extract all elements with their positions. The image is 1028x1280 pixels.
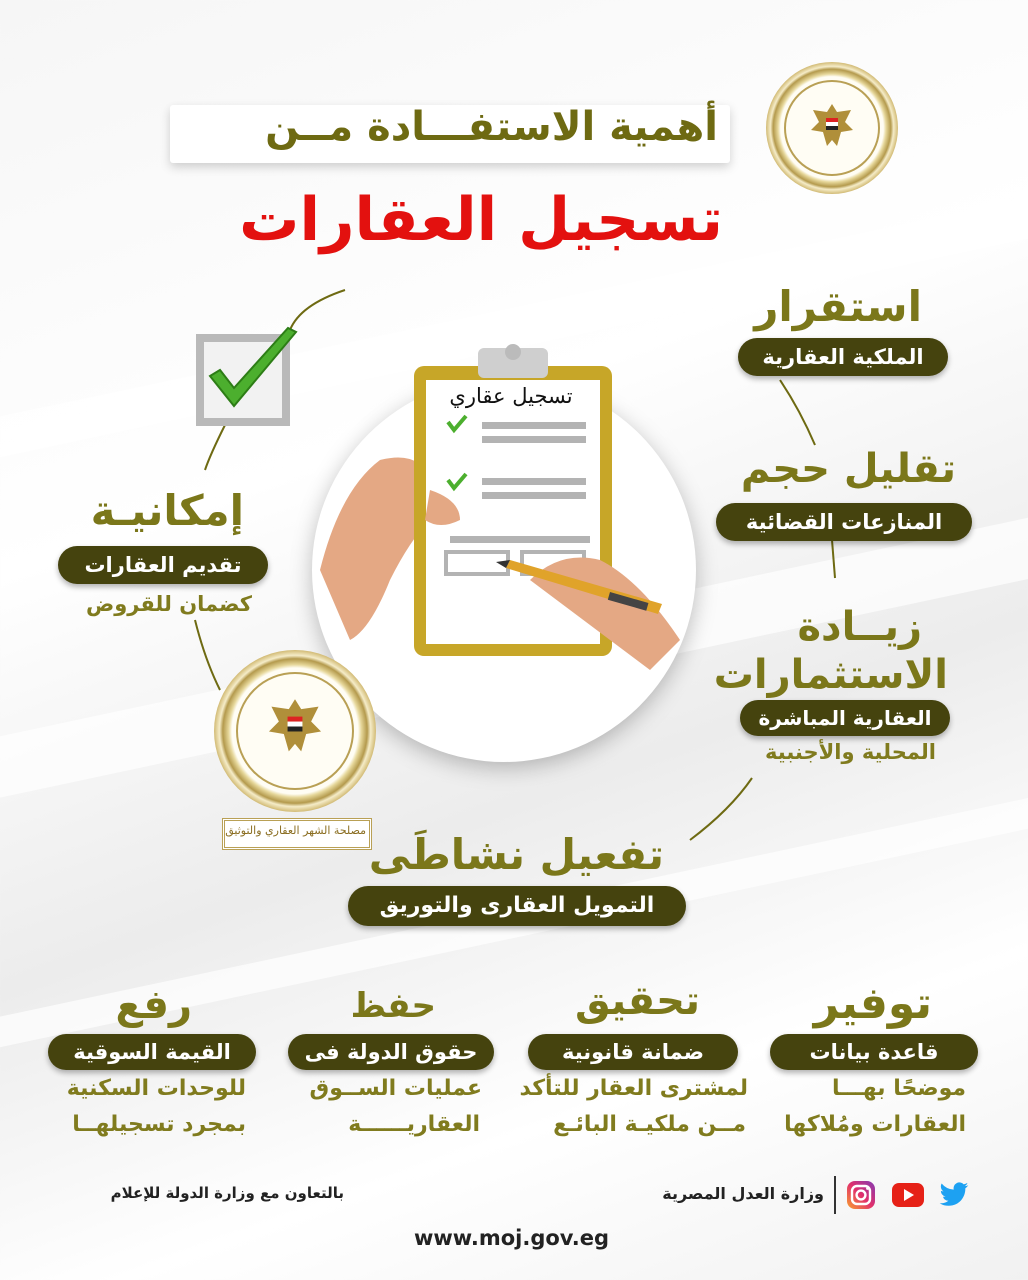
- item-achieve-pill: ضمانة قانونية: [528, 1034, 738, 1070]
- item-preserve-line1: عمليات الســوق: [309, 1076, 482, 1101]
- item-raise-title: رفع: [115, 982, 192, 1028]
- item-increase-sub: المحلية والأجنبية: [765, 740, 936, 764]
- item-reduce-pill: المنازعات القضائية: [716, 503, 972, 541]
- item-increase-pill: العقارية المباشرة: [740, 700, 950, 736]
- item-raise-pill: القيمة السوقية: [48, 1034, 256, 1070]
- item-provide-line1: موضحًا بهـــا: [831, 1076, 966, 1101]
- footer-website[interactable]: www.moj.gov.eg: [414, 1226, 610, 1250]
- item-possibility-pill: تقديم العقارات: [58, 546, 268, 584]
- item-achieve-title: تحقيق: [574, 978, 700, 1024]
- item-preserve-pill: حقوق الدولة فى: [288, 1034, 494, 1070]
- item-raise-line2: بمجرد تسجيلهــا: [72, 1112, 246, 1137]
- footer-divider: [834, 1176, 836, 1214]
- item-raise-line1: للوحدات السكنية: [66, 1076, 246, 1101]
- item-provide-line2: العقارات ومُلاكها: [784, 1112, 966, 1137]
- item-preserve-line2: العقاريــــــة: [348, 1112, 480, 1137]
- item-preserve-title: حفظ: [350, 986, 436, 1026]
- item-activate-pill: التمويل العقارى والتوريق: [348, 886, 686, 926]
- page-title-line2: تسجيل العقارات: [239, 185, 723, 255]
- item-possibility-sub: كضمان للقروض: [85, 592, 252, 616]
- seal-ribbon-text: مصلحة الشهر العقاري والتوثيق: [225, 824, 366, 837]
- item-possibility-title: إمكانيـة: [90, 486, 244, 535]
- item-provide-pill: قاعدة بيانات: [770, 1034, 978, 1070]
- footer-cooperation: بالتعاون مع وزارة الدولة للإعلام: [110, 1184, 344, 1202]
- checkbox-checked-icon: [196, 326, 292, 426]
- page-title-line1: أهمية الاستفـــادة مــن: [265, 104, 718, 150]
- item-stability-pill: الملكية العقارية: [738, 338, 948, 376]
- footer-ministry: وزارة العدل المصرية: [662, 1184, 824, 1203]
- eagle-emblem-icon: [264, 694, 326, 764]
- item-activate-title: تفعيل نشاطَى: [368, 830, 664, 879]
- item-increase-title-b: الاستثمارات: [713, 652, 948, 698]
- item-achieve-line1: لمشترى العقار للتأكد: [519, 1076, 748, 1101]
- item-stability-title: استقرار: [754, 282, 922, 331]
- item-reduce-title: تقليل حجم: [740, 446, 956, 492]
- item-increase-title-a: زيــادة: [797, 604, 922, 650]
- ministry-seal-left: [214, 650, 376, 812]
- clipboard-paper-title: تسجيل عقاري: [449, 384, 573, 408]
- youtube-icon[interactable]: [892, 1183, 924, 1207]
- twitter-icon[interactable]: [938, 1182, 970, 1208]
- item-provide-title: توفير: [813, 978, 932, 1029]
- instagram-icon[interactable]: [846, 1180, 876, 1210]
- item-achieve-line2: مــن ملكيـة البائـع: [553, 1112, 746, 1137]
